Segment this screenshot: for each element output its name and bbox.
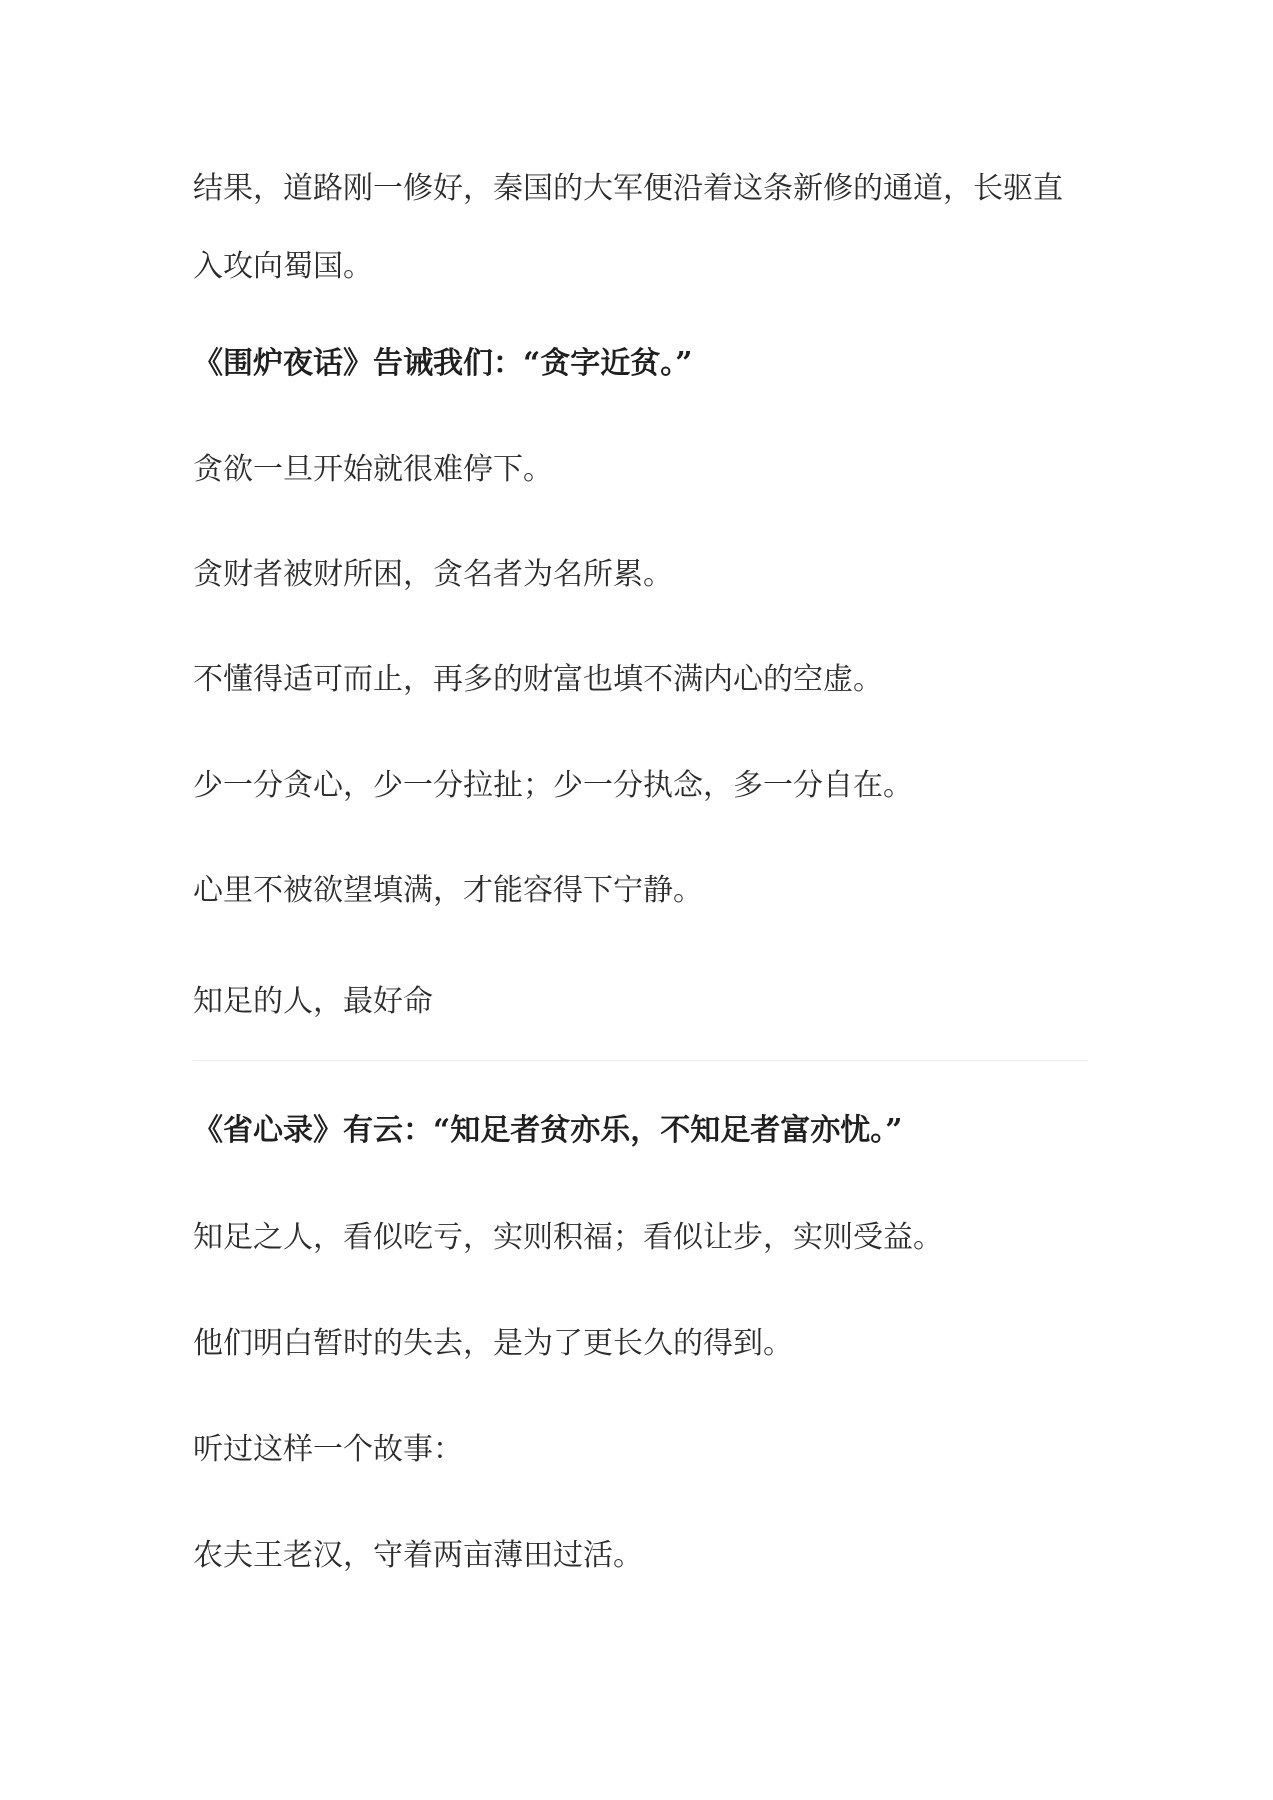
- paragraph-know-when-to-stop: 不懂得适可而止，再多的财富也填不满内心的空虚。: [193, 662, 883, 697]
- section-heading-contentment: 知足的人，最好命: [193, 984, 433, 1019]
- paragraph-temporary-loss: 他们明白暂时的失去，是为了更长久的得到。: [193, 1326, 793, 1361]
- paragraph-inner-peace: 心里不被欲望填满，才能容得下宁静。: [193, 873, 703, 908]
- quote-xingxin-lu: 《省心录》有云：“知足者贫亦乐，不知足者富亦忧。”: [193, 1113, 903, 1148]
- quote-weilu-yehua: 《围炉夜话》告诫我们：“贪字近贫。”: [193, 346, 693, 381]
- paragraph-contented-people: 知足之人，看似吃亏，实则积福；看似让步，实则受益。: [193, 1220, 943, 1255]
- paragraph-qin-army: 结果，道路刚一修好，秦国的大军便沿着这条新修的通道，长驱直入攻向蜀国。: [193, 171, 1063, 284]
- section-divider: [193, 1060, 1088, 1061]
- paragraph-less-greed: 少一分贪心，少一分拉扯；少一分执念，多一分自在。: [193, 768, 913, 803]
- paragraph-greed-hard-to-stop: 贪欲一旦开始就很难停下。: [193, 452, 553, 487]
- paragraph-wealth-fame: 贪财者被财所困，贪名者为名所累。: [193, 557, 673, 592]
- paragraph-story-intro: 听过这样一个故事：: [193, 1432, 463, 1467]
- paragraph-farmer-wang: 农夫王老汉，守着两亩薄田过活。: [193, 1538, 643, 1573]
